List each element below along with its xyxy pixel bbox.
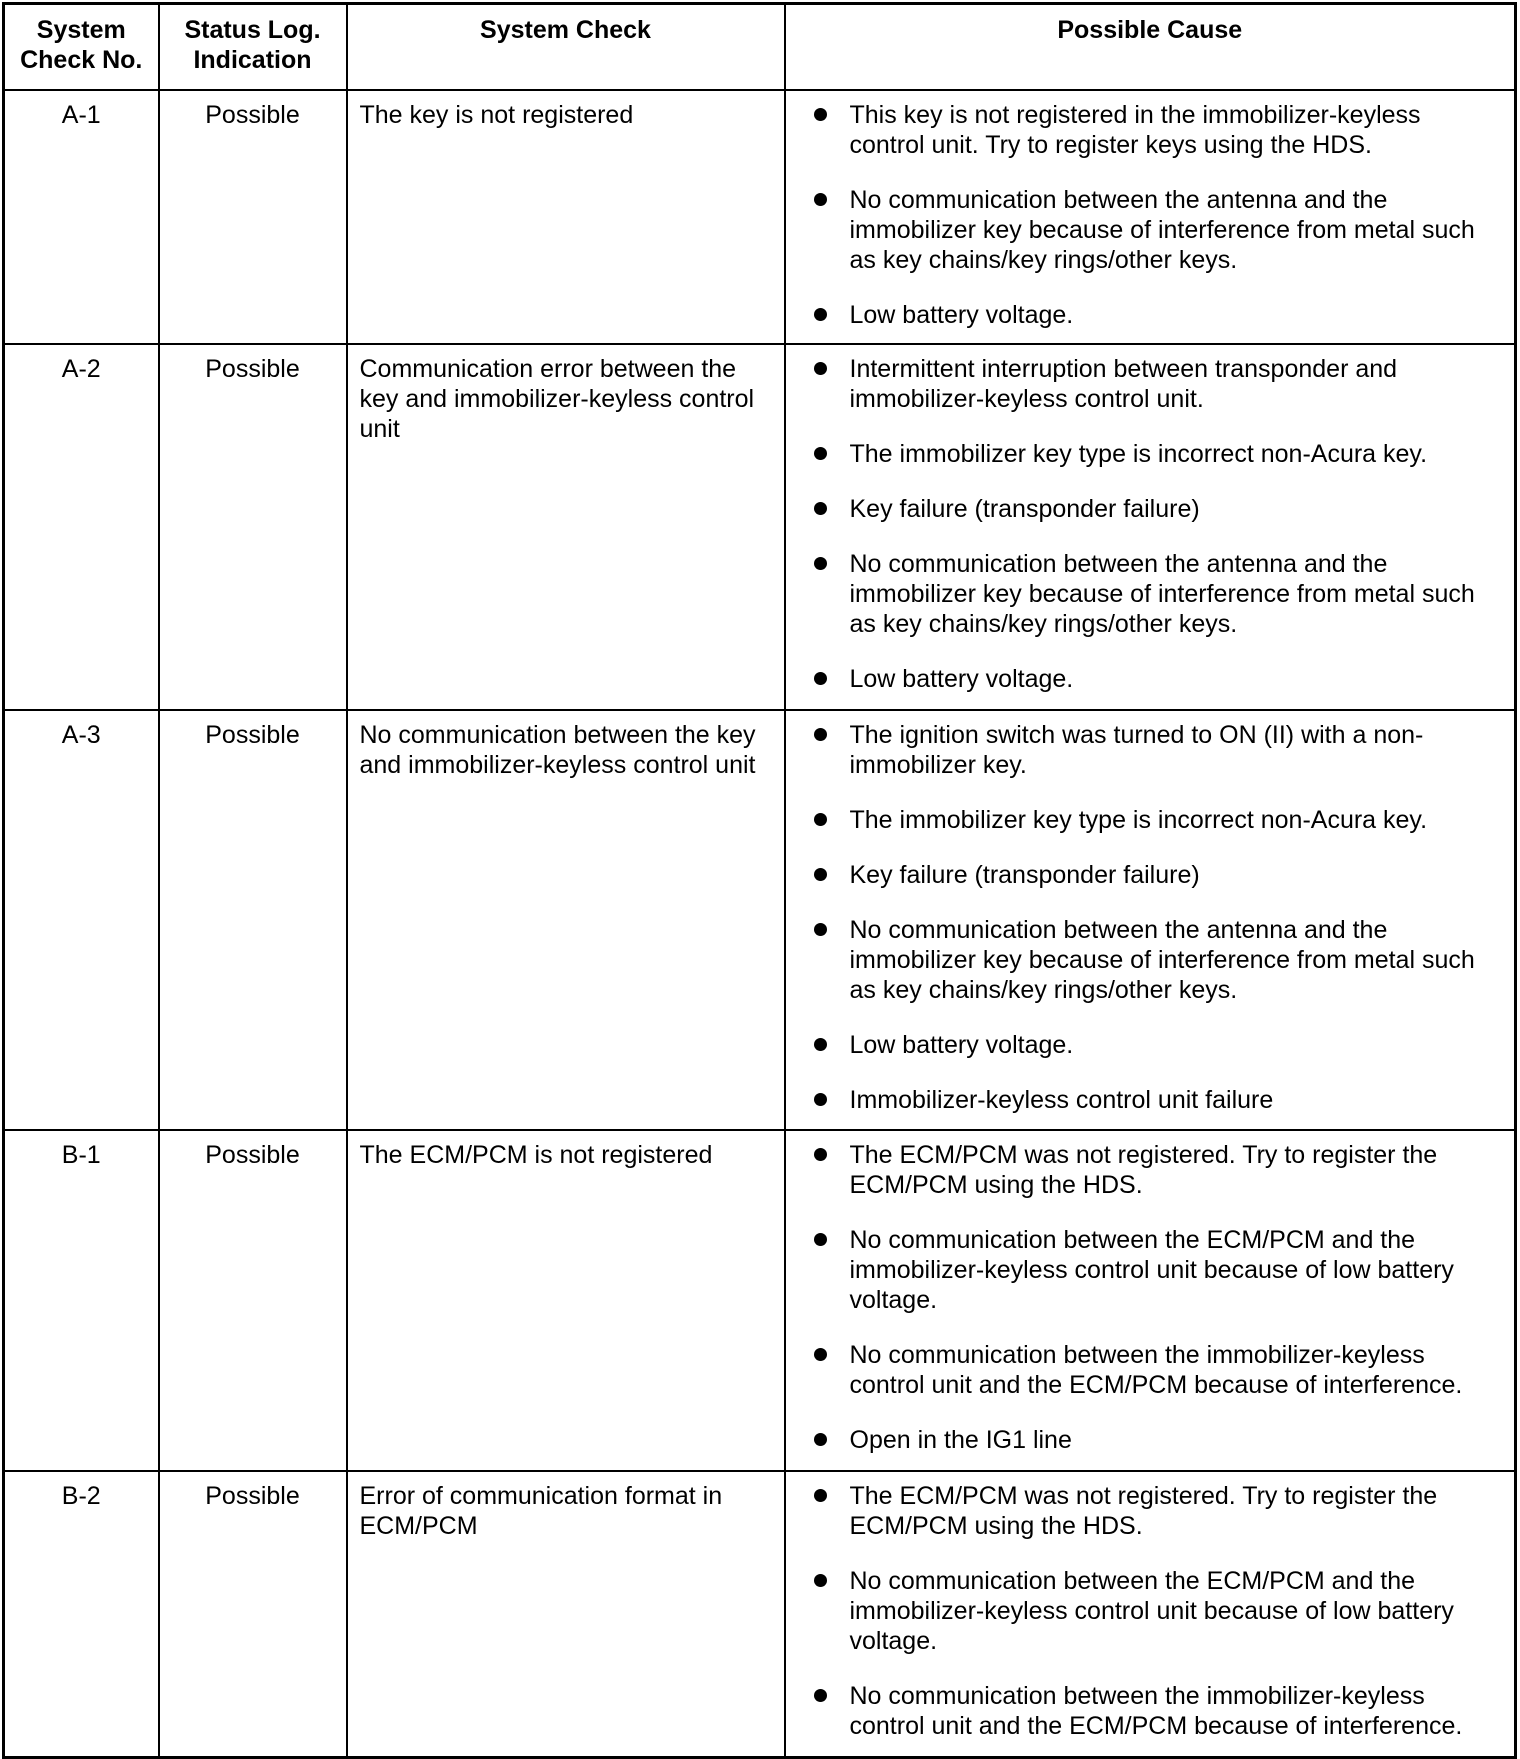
bullet-icon (814, 1233, 827, 1246)
list-item (814, 185, 1499, 275)
table-row (4, 90, 1516, 344)
cause-text: The ECM/PCM was not registered. Try to register the ECM/PCM using the HDS. (849, 1140, 1438, 1199)
bullet-icon (814, 1574, 827, 1587)
cause-text: No communication between the immobilizer-keyless control unit and the ECM/PCM because of interference. (849, 1681, 1463, 1740)
list-item (814, 1481, 1499, 1541)
header-status-log-line1: Status Log. (184, 16, 321, 44)
cause-text: No communication between the antenna and the immobilizer key because of interference from metal such as key chains/key rings/other keys. (849, 915, 1475, 1004)
list-item (814, 805, 1499, 835)
list-item (814, 720, 1499, 780)
system-check-no-cell: B-1 (4, 1130, 159, 1471)
bullet-icon (814, 672, 827, 685)
bullet-icon (814, 1038, 827, 1051)
cause-text: The immobilizer key type is incorrect non-Acura key. (849, 439, 1428, 468)
bullet-icon (814, 1148, 827, 1161)
cause-text: Intermittent interruption between transponder and immobilizer-keyless control unit. (849, 354, 1398, 413)
system-check-no-cell: B-2 (4, 1471, 159, 1758)
possible-cause-list (814, 1140, 1499, 1455)
header-status-log-indication (159, 4, 347, 90)
list-item (814, 915, 1499, 1005)
cause-text: No communication between the antenna and the immobilizer key because of interference from metal such as key chains/key rings/other keys. (849, 185, 1475, 274)
table-row (4, 344, 1516, 710)
header-system-check: System Check (347, 4, 785, 90)
bullet-icon (814, 502, 827, 515)
header-row (4, 4, 1516, 90)
list-item (814, 1340, 1499, 1400)
list-item (814, 1681, 1499, 1741)
system-check-cell: The ECM/PCM is not registered (347, 1130, 785, 1471)
bullet-icon (814, 1093, 827, 1106)
possible-cause-cell (785, 90, 1516, 344)
list-item (814, 860, 1499, 890)
bullet-icon (814, 557, 827, 570)
possible-cause-list (814, 354, 1499, 694)
table-row (4, 1471, 1516, 1758)
header-system-check-no (4, 4, 159, 90)
list-item (814, 549, 1499, 639)
cause-text: This key is not registered in the immobilizer-keyless control unit. Try to register keys using the HDS. (849, 100, 1421, 159)
system-check-no-cell: A-1 (4, 90, 159, 344)
header-system-check-no-line2: Check No. (20, 46, 143, 74)
list-item (814, 1425, 1499, 1455)
cause-text: The immobilizer key type is incorrect non-Acura key. (849, 805, 1428, 834)
table-header (4, 4, 1516, 90)
bullet-icon (814, 728, 827, 741)
system-check-cell: The key is not registered (347, 90, 785, 344)
list-item (814, 100, 1499, 160)
system-check-no-cell: A-3 (4, 710, 159, 1130)
bullet-icon (814, 923, 827, 936)
possible-cause-list (814, 1481, 1499, 1741)
cause-text: Low battery voltage. (849, 300, 1074, 329)
list-item (814, 439, 1499, 469)
list-item (814, 1140, 1499, 1200)
table-row (4, 1130, 1516, 1471)
system-check-cell: Error of communication format in ECM/PCM (347, 1471, 785, 1758)
possible-cause-cell (785, 1471, 1516, 1758)
possible-cause-list (814, 720, 1499, 1115)
possible-cause-list (814, 100, 1499, 330)
list-item (814, 354, 1499, 414)
cause-text: The ECM/PCM was not registered. Try to register the ECM/PCM using the HDS. (849, 1481, 1438, 1540)
list-item (814, 1030, 1499, 1060)
bullet-icon (814, 1689, 827, 1702)
status-log-indication-cell: Possible (159, 1130, 347, 1471)
bullet-icon (814, 813, 827, 826)
possible-cause-cell (785, 1130, 1516, 1471)
header-system-check-no-line1: System (36, 16, 126, 44)
table-row (4, 710, 1516, 1130)
list-item (814, 300, 1499, 330)
cause-text: Key failure (transponder failure) (849, 494, 1200, 523)
bullet-icon (814, 362, 827, 375)
bullet-icon (814, 1433, 827, 1446)
bullet-icon (814, 868, 827, 881)
status-log-indication-cell: Possible (159, 90, 347, 344)
status-log-indication-cell: Possible (159, 1471, 347, 1758)
list-item (814, 1225, 1499, 1315)
cause-text: Open in the IG1 line (849, 1425, 1072, 1454)
cause-text: Immobilizer-keyless control unit failure (849, 1085, 1274, 1114)
cause-text: The ignition switch was turned to ON (II) with a non-immobilizer key. (849, 720, 1424, 779)
cause-text: Low battery voltage. (849, 664, 1074, 693)
bullet-icon (814, 447, 827, 460)
status-log-indication-cell: Possible (159, 344, 347, 710)
bullet-icon (814, 308, 827, 321)
list-item (814, 664, 1499, 694)
system-check-table (2, 2, 1517, 1759)
cause-text: Low battery voltage. (849, 1030, 1074, 1059)
cause-text: No communication between the ECM/PCM and the immobilizer-keyless control unit because of low battery voltage. (849, 1566, 1454, 1655)
cause-text: No communication between the antenna and the immobilizer key because of interference from metal such as key chains/key rings/other keys. (849, 549, 1475, 638)
list-item (814, 1566, 1499, 1656)
bullet-icon (814, 193, 827, 206)
bullet-icon (814, 1348, 827, 1361)
cause-text: No communication between the immobilizer-keyless control unit and the ECM/PCM because of interference. (849, 1340, 1463, 1399)
cause-text: No communication between the ECM/PCM and the immobilizer-keyless control unit because of low battery voltage. (849, 1225, 1454, 1314)
system-check-cell: No communication between the key and immobilizer-keyless control unit (347, 710, 785, 1130)
table-body (4, 90, 1516, 1758)
list-item (814, 1085, 1499, 1115)
possible-cause-cell (785, 344, 1516, 710)
header-possible-cause: Possible Cause (785, 4, 1516, 90)
bullet-icon (814, 1489, 827, 1502)
cause-text: Key failure (transponder failure) (849, 860, 1200, 889)
system-check-cell: Communication error between the key and immobilizer-keyless control unit (347, 344, 785, 710)
system-check-no-cell: A-2 (4, 344, 159, 710)
status-log-indication-cell: Possible (159, 710, 347, 1130)
header-status-log-line2: Indication (193, 46, 312, 74)
bullet-icon (814, 108, 827, 121)
list-item (814, 494, 1499, 524)
possible-cause-cell (785, 710, 1516, 1130)
